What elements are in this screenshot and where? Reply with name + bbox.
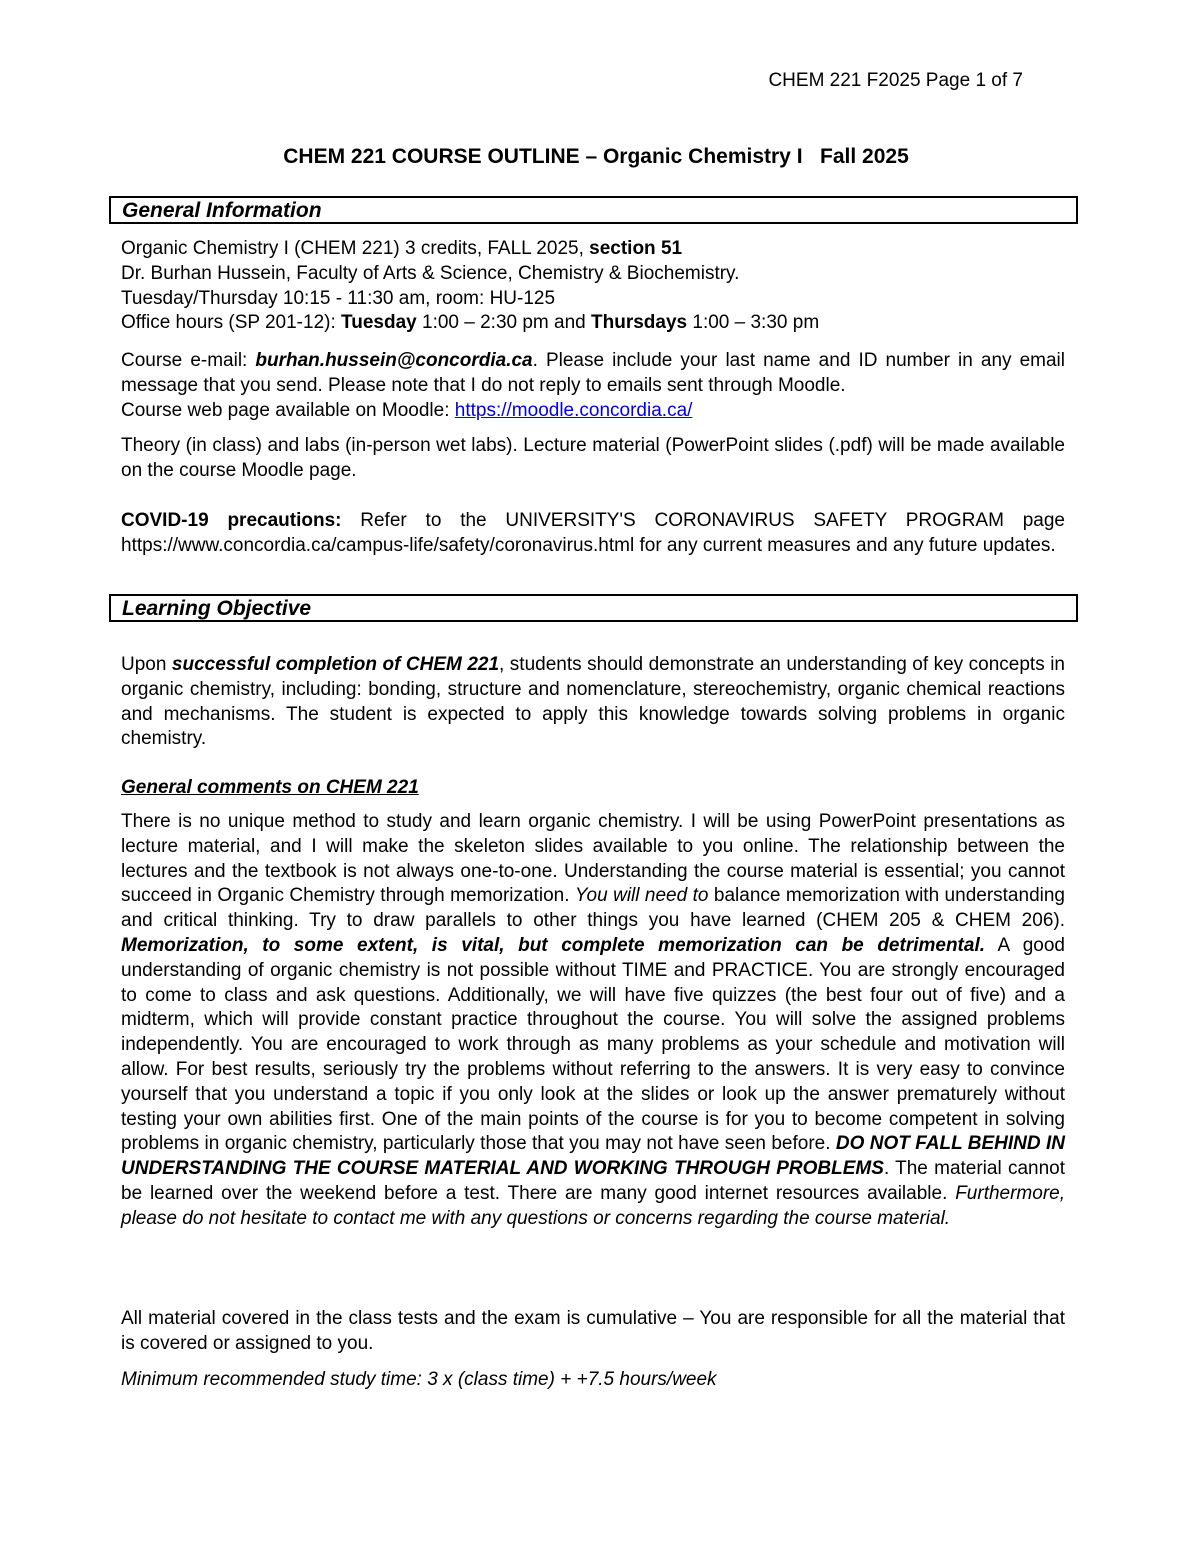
general-comments-paragraph bbox=[121, 810, 1065, 1232]
office-hours-day-2: Thursdays bbox=[591, 312, 688, 334]
section-heading-general-information: General Information bbox=[109, 196, 1078, 224]
objective-emphasis: successful completion of CHEM 221 bbox=[171, 654, 500, 675]
office-hours-day-1: Tuesday bbox=[341, 312, 417, 334]
comments-emphasis-memorization: Memorization, to some extent, is vital, but complete memorization can be detrimental. bbox=[121, 934, 986, 956]
course-credits-text: Organic Chemistry I (CHEM 221) 3 credits, FALL 2025, bbox=[121, 238, 590, 259]
office-hours-label: Office hours (SP 201-12): bbox=[121, 312, 342, 334]
comments-emphasis-do-not-fall-behind: DO NOT FALL BEHIND IN UNDERSTANDING THE COURSE MATERIAL AND WORKING THROUGH PROBLEMS bbox=[121, 1133, 1065, 1180]
objective-intro: Upon bbox=[121, 654, 172, 675]
comments-text-4: . The material cannot be learned over the weekend before a test. There are many good internet resources available. bbox=[121, 1158, 1065, 1204]
document-title: CHEM 221 COURSE OUTLINE – Organic Chemistry I Fall 2025 bbox=[283, 145, 909, 168]
moodle-link[interactable]: https://moodle.concordia.ca/ bbox=[454, 399, 693, 421]
email-instructions: . Please include your last name and ID number in any email message that you send. Please note that I do not reply to emails sent through Moodle. bbox=[121, 350, 1065, 396]
web-page-line bbox=[121, 399, 1065, 424]
office-hours-line bbox=[121, 311, 1065, 336]
covid-paragraph bbox=[121, 509, 1065, 559]
comments-italic-1: You will need to bbox=[574, 885, 709, 907]
schedule-line: Tuesday/Thursday 10:15 - 11:30 am, room: HU-125 bbox=[121, 287, 556, 309]
theory-paragraph: Theory (in class) and labs (in-person wet labs). Lecture material (PowerPoint slides (.pdf) will be made available on the course Moodle page. bbox=[121, 435, 1065, 481]
comments-italic-contact: Furthermore, please do not hesitate to contact me with any questions or concerns regarding the course material. bbox=[121, 1182, 1065, 1229]
section-heading-learning-objective: Learning Objective bbox=[109, 594, 1078, 622]
email-paragraph bbox=[121, 349, 1065, 423]
email-label: Course e-mail: bbox=[121, 350, 256, 371]
study-time-text: Minimum recommended study time: 3 x (class time) + +7.5 hours/week bbox=[121, 1369, 717, 1390]
objective-text: , students should demonstrate an understanding of key concepts in organic chemistry, including: bonding, structure and nomenclature, stereochemistry, organic chemical reactions and mechanisms. The student is expected to apply this knowledge towards solving problems in organic chemistry. bbox=[121, 654, 1065, 750]
covid-label: COVID-19 precautions: bbox=[121, 510, 342, 531]
comments-text-3: A good understanding of organic chemistry is not possible without TIME and PRACTICE. You are strongly encouraged to come to class and ask questions. Additionally, we will have five quizzes (the best four out of five) and a midterm, which will provide constant practice throughout the course. You will solve the assigned problems independently. You are encouraged to work through as many problems as your schedule and motivation will allow. For best results, seriously try the problems without referring to the answers. It is very easy to convince yourself that you understand a topic if you only look at the slides or look up the answer prematurely without testing your own abilities first. One of the main points of the course is for you to become competent in solving problems in organic chemistry, particularly those that you may not have seen before. bbox=[121, 934, 1065, 1155]
general-info-lines bbox=[121, 237, 1065, 336]
covid-text: Refer to the UNIVERSITY'S CORONAVIRUS SAFETY PROGRAM page https://www.concordia.ca/campus-life/safety/coronavirus.html for any current measures and any future updates. bbox=[121, 510, 1065, 556]
study-time-line bbox=[121, 1368, 1065, 1393]
cumulative-paragraph: All material covered in the class tests and the exam is cumulative – You are responsible for all the material that is covered or assigned to you. bbox=[121, 1308, 1065, 1354]
comments-text-2: balance memorization with understanding and critical thinking. Try to draw parallels to other things you have learned (CHEM 205 & CHEM 206). bbox=[121, 885, 1065, 932]
general-comments-heading bbox=[121, 776, 1065, 801]
web-page-label: Course web page available on Moodle: bbox=[121, 399, 455, 421]
course-email: burhan.hussein@concordia.ca bbox=[255, 350, 533, 371]
office-hours-time-2: 1:00 – 3:30 pm bbox=[687, 312, 820, 334]
comments-text-1: There is no unique method to study and learn organic chemistry. I will be using PowerPoint presentations as lecture material, and I will make the skeleton slides available to you online. The relationship between the lectures and the textbook is not always one-to-one. Understanding the course material is essential; you cannot succeed in Organic Chemistry through memorization. bbox=[121, 811, 1065, 907]
page-header: CHEM 221 F2025 Page 1 of 7 bbox=[768, 70, 1023, 91]
email-text bbox=[121, 349, 1065, 399]
section-number: section 51 bbox=[589, 238, 683, 259]
general-comments-title: General comments on CHEM 221 bbox=[121, 777, 419, 798]
learning-objective-paragraph bbox=[121, 653, 1065, 752]
course-credits-line bbox=[121, 237, 1065, 262]
instructor-line: Dr. Burhan Hussein, Faculty of Arts & Science, Chemistry & Biochemistry. bbox=[121, 262, 740, 284]
office-hours-time-1: 1:00 – 2:30 pm and bbox=[416, 312, 592, 334]
